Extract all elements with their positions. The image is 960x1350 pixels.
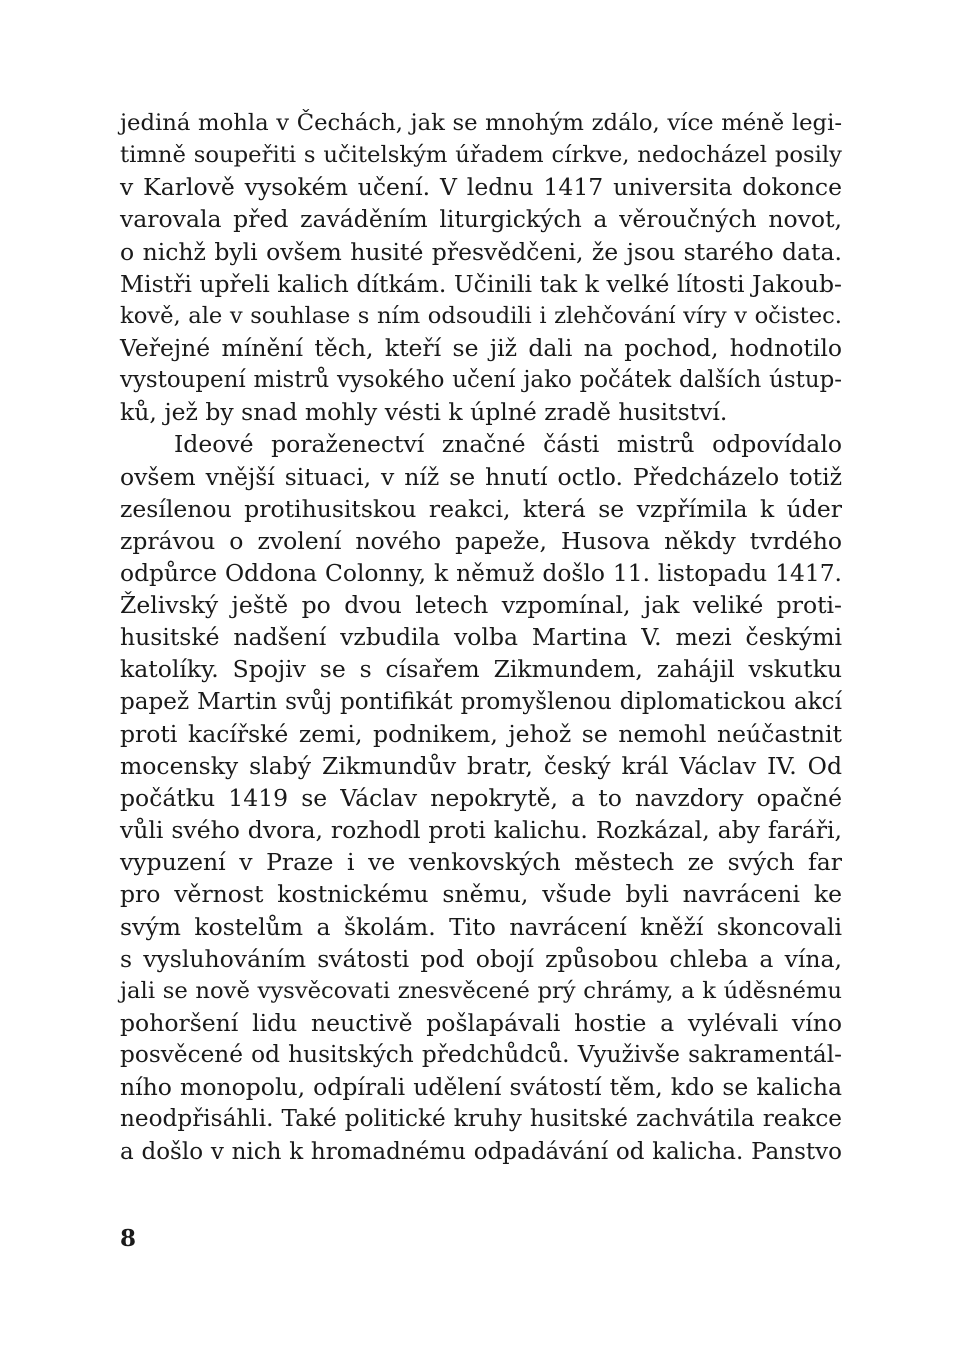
text-line: varovala před zaváděním liturgických a věroučných novot, — [120, 205, 842, 234]
text-line: zprávou o zvolení nového papeže, Husova někdy tvrdého — [120, 526, 842, 555]
text-line: ků, jež by snad mohly vésti k úplné zradě husitství. — [120, 398, 728, 427]
text-line: jediná mohla v Čechách, jak se mnohým zdálo, více méně legi- — [120, 110, 842, 136]
text-line: proti kacířské zemi, podnikem, jehož se nemohl neúčastnit — [120, 719, 842, 748]
text-line: husitské nadšení vzbudila volba Martina V. mezi českými — [120, 623, 842, 652]
text-line: počátku 1419 se Václav nepokrytě, a to navzdory opačné — [120, 783, 842, 812]
text-line: kově, ale v souhlase s ním odsoudili i zlehčování víry v očistec. — [120, 302, 842, 329]
text-line: timně soupeřiti s učitelským úřadem církve, nedocházel posily — [120, 142, 842, 169]
text-line: pro věrnost kostnickému sněmu, všude byli navráceni ke — [120, 880, 842, 909]
text-line: mocensky slabý Zikmundův bratr, český král Václav IV. Od — [120, 751, 842, 780]
text-line: pohoršení lidu neuctivě pošlapávali hostie a vylévali víno — [120, 1008, 842, 1037]
text-line: Veřejné mínění těch, kteří se již dali na pochod, hodnotilo — [120, 333, 842, 362]
text-line: vystoupení mistrů vysokého učení jako počátek dalších ústup- — [120, 367, 842, 394]
text-line: ovšem vnější situaci, v níž se hnutí octlo. Předcházelo totiž — [120, 462, 842, 491]
text-line: jali se nově vysvěcovati znesvěcené prý chrámy, a k úděsnému — [120, 977, 842, 1004]
text-line: v Karlově vysokém učení. V lednu 1417 universita dokonce — [120, 173, 842, 202]
text-line: ního monopolu, odpírali udělení svátostí těm, kdo se kalicha — [120, 1073, 842, 1102]
text-line: zesílenou protihusitskou reakci, která se vzpřímila k úder — [120, 494, 842, 523]
text-line: s vysluhováním svátosti pod obojí způsobou chleba a vína, — [120, 944, 842, 973]
text-line: katolíky. Spojiv se s císařem Zikmundem, zahájil vskutku — [120, 655, 842, 684]
body-text — [120, 107, 842, 1168]
text-line: vypuzení v Praze i ve venkovských městech ze svých far — [120, 848, 842, 877]
text-line: posvěcené od husitských předchůdců. Využivše sakramentál- — [120, 1041, 842, 1069]
text-line: a došlo v nich k hromadnému odpadávání od kalicha. Panstvo — [120, 1138, 842, 1165]
text-line: Mistři upřeli kalich dítkám. Učinili tak k velké lítosti Jakoub- — [120, 269, 842, 298]
text-line: Ideové poraženectví značné části mistrů odpovídalo — [174, 430, 842, 459]
text-line: o nichž byli ovšem husité přesvědčeni, že jsou starého data. — [120, 237, 842, 266]
text-line: neodpřisáhli. Také politické kruhy husitské zachvátila reakce — [120, 1105, 842, 1133]
text-line: vůli svého dvora, rozhodl proti kalichu. Rozkázal, aby faráři, — [120, 816, 842, 845]
text-line: svým kostelům a školám. Tito navrácení kněží skoncovali — [120, 912, 842, 941]
text-line: papež Martin svůj pontifikát promyšlenou diplomatickou akcí — [120, 688, 842, 715]
text-line: odpůrce Oddona Colonny, k němuž došlo 11. listopadu 1417. — [120, 558, 842, 587]
text-line: Želivský ještě po dvou letech vzpomínal, jak veliké proti- — [120, 591, 842, 620]
page-number: 8 — [120, 1225, 137, 1252]
